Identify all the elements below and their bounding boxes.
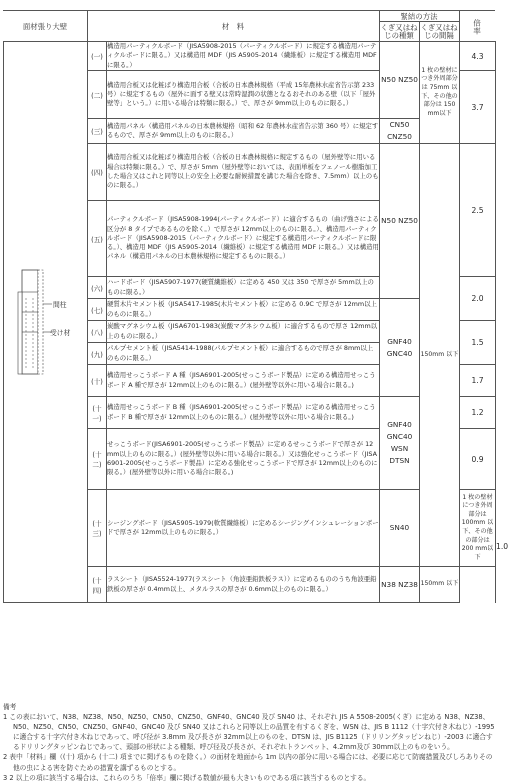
header-fastening: 緊結の方法 xyxy=(400,11,438,21)
row-number: (十三) xyxy=(88,490,107,567)
note-item: 3 2 以上の項に該当する場合は、これらのうち「倍率」欄に掲げる数値が最も大きいものである項に該当するものとする。 xyxy=(3,773,371,782)
row-material: 構造用パネル（構造用パネルの日本農林規格（昭和 62 年農林水産省告示第 360 号）に規定するもので、厚さが 9mm以上のものに限る。） xyxy=(107,119,380,144)
row-material: ハードボード（JISA5907-1977(硬質繊維板）に定める 450 又は 350 で厚さが 5mm以上のものに限る。） xyxy=(107,277,380,299)
ratio-value: 1.5 xyxy=(460,321,496,365)
nail-kind-cell: GNF40 GNC40 xyxy=(380,299,420,397)
ratio-value: 2.0 xyxy=(460,277,496,321)
row-material: ラスシート（JISA5524-1977(ラスシート（角波亜鉛鉄板ラス））に定めるもののうち角波亜鉛鉄板の厚さが 0.4mm以上、メタルラスの厚さが 0.6mm以上のものに限る。） xyxy=(107,567,380,603)
nail-kind-cell: CN50 CNZ50 xyxy=(380,119,420,144)
row-number: (三) xyxy=(88,119,107,144)
row-material: 構造用せっこうボード A 種（JISA6901-2005(せっこうボード製品）に定める構造用せっこうボード A 種で厚さが 12mm以上のものに限る。）(屋外壁等以外に用いる場合に限る。) xyxy=(107,365,380,397)
header-divider xyxy=(87,11,88,42)
nail-kind-cell xyxy=(380,42,420,119)
header-nail-pitch: くぎ又はねじの間隔 xyxy=(420,22,458,40)
row-number: (二) xyxy=(88,71,107,119)
row-number: (十) xyxy=(88,365,107,397)
label-receiver: 受け材 xyxy=(50,329,71,337)
nail-spacing-cell: 150mm 以下 xyxy=(420,144,460,567)
row-material: 構造用せっこうボード B 種（JISA6901-2005(せっこうボード製品）に定める構造用せっこうボード B 種で厚さが 12mm以上のものに限る。）(屋外壁等以外に用いる場合に限る。) xyxy=(107,397,380,429)
nail-spacing-cell: 1 枚の壁材につき外周部分は 75mm 以下、その他の部分は 150 mm以下 xyxy=(420,42,460,144)
notes-section xyxy=(3,702,497,783)
header-ratio-text: 倍率 xyxy=(472,18,482,35)
ratio-value: 4.3 xyxy=(460,42,496,71)
header-divider xyxy=(459,11,460,42)
table-header xyxy=(3,10,495,42)
ratio-value: 0.9 xyxy=(460,429,496,490)
header-nail-kind: くぎ又はねじの種類 xyxy=(380,22,418,40)
row-number: (七) xyxy=(88,299,107,321)
nail-kind-cell: N50 NZ50 xyxy=(380,144,420,299)
row-material: 硬質木片セメント板（JISA5417-1985(木片セメント板）に定める 0.9C で厚さが 12mm以上のものに限る。） xyxy=(107,299,380,321)
row-material: 構造用合板又は化粧ばり構造用合板（合板の日本農林規格（平成 15年農林水産省告示第 233 号）に規定するもの（屋外に面する壁又は常時湿潤の状態となるおそれのある壁（以下「屋外壁等」という。）に用いる場合は特類に限る。）で、厚さが 9mm以上のものに限る。） xyxy=(107,71,380,119)
ratio-value: 2.5 xyxy=(460,144,496,277)
row-number: (一) xyxy=(88,42,107,71)
ratio-value: 1.2 xyxy=(460,397,496,429)
ratio-value: 1.7 xyxy=(460,365,496,397)
header-material: 材 料 xyxy=(221,22,245,31)
note-item: 1 この表において、N38、NZ38、N50、NZ50、CN50、CNZ50、GNF40、GNC40 及び SN40 は、それぞれ JIS A 5508-2005(くぎ）に定める N38、NZ38、N50、NZ50、CN50、CNZ50、GNF40、GNC40 及び SN40 又はこれらと同等以上の品質を有するくぎを、WSN は、JIS B 1112（十字穴付き木ねじ）-1995 に適合する十字穴付き木ねじであって、呼び径が 3.8mm 及び長さが 32mm以上のものを、DTSN は、JIS B1125（ドリリングタッピンねじ）-2003 に適合するドリリングタッピンねじであって、頭部の形状による種類、呼び径及び長さが、それぞれトランペット、4.2mm及び 30mm以上のものをいう。 xyxy=(3,713,495,752)
note-item: 2 表中「材料」欄（(十) 項から (十二) 項までに掲げるものを除く。）の面材を地面から 1m 以内の部分に用いる場合には、必要に応じて防腐措置及びしろありその他の虫による害を防ぐための措置を講ずるものとする。 xyxy=(3,753,493,772)
ratio-value: 3.7 xyxy=(460,71,496,144)
wall-figure xyxy=(18,270,52,374)
row-material: パーティクルボード（JISA5908-1994(パーティクルボード）に適合するもの（曲げ強さによる区分が 8 タイプであるものを除く。）で厚さが 12mm以上のものに限る。）、構造用パーティクルボード（JISA5908-2015（パーティクルボード）に規定する構造用パーティクルボードに限る。）、構造用 MDF（JIS A5905-2014（繊維板）に規定する構造用 MDF に限る。）又は構造用パネル（構造用パネルの日本農林規格に規定するものに限る。） xyxy=(107,201,380,277)
nail-kind-cell: N38 NZ38 xyxy=(380,567,420,603)
nail-kind-text: N50 NZ50 xyxy=(381,75,418,84)
wall-section-figure xyxy=(4,262,88,382)
header-divider xyxy=(419,21,420,42)
row-number: (十一) xyxy=(88,397,107,429)
spec-table: 間柱 受け材 (一) 構造用パーティクルボード（JISA5908-2015（パーティクルボード）に規定する構造用パーティクルボードに限る。）又は構造用 MDF（JIS A5905-2014（繊維板）に規定する構造用 MDF に限る。） N50 NZ50 1 枚の壁材につき外周部分は 75mm 以下、その他の部分は 150 mm以下 4.3 (二) 構造用合板又は化粧ばり構造用合板（合板の日本農林規格（平成 15年農林水産省告示第 233 号）に規定するもの（屋外に面する壁又は常時湿潤の状態となるおそれのある壁（以下「屋外壁等」という。）に用いる場合は特類に限る。）で、厚さが 9mm以上のものに限る。） 3.7 (三) 構造用パネル（構造用パネルの日本農林規格（昭和 62 年農林水産省告示第 360 号）に規定するもので、厚さが 9mm以上のものに限る。） CN50 CNZ50 (四) 構造用合板又は化粧ばり構造用合板（合板の日本農林規格に規定するもの（屋外壁等に用いる場合は特類に限る。）で、厚さが 5mm（屋外壁等においては、表面単板をフェノール樹脂加工した場合又はこれと同等以上の安全上必要な耐候措置を講じた場合を除き、7.5mm）以上のものに限る。） N50 NZ50 150mm 以下 2.5 (五) パーティクルボード（JISA5908-1994(パーティクルボード）に適合するもの（曲げ強さによる区分が 8 タイプであるものを除く。）で厚さが 12mm以上のものに限る。）、構造用パーティクルボード（JISA5908-2015（パーティクルボード）に規定する構造用パーティクルボードに限る。）、構造用 MDF（JIS A5905-2014（繊維板）に規定する構造用 MDF に限る。）又は構造用パネル（構造用パネルの日本農林規格に規定するものに限る。） (六) ハードボード（JISA5907-1977(硬質繊維板）に定める 450 又は 350 で厚さが 5mm以上のものに限る。） 2.0 (七) 硬質木片セメント板（JISA5417-1985(木片セメント板）に定める 0.9C で厚さが 12mm以上のものに限る。） GNF40 GNC40 (八) 炭酸マグネシウム板（JISA6701-1983(炭酸マグネシウム板）に適合するもので厚さ 12mm以上のものに限る。） 1.5 (九) パルプセメント板（JISA5414-1988(パルプセメント板）に適合するもので厚さが 8mm以上のものに限る。） (十) 構造用せっこうボード A 種（JISA6901-2005(せっこうボード製品）に定める構造用せっこうボード A 種で厚さが 12mm以上のものに限る。）(屋外壁等以外に用いる場合に限る。) 1.7 (十一) 構造用せっこうボード B 種（JISA6901-2005(せっこうボード製品）に定める構造用せっこうボード B 種で厚さが 12mm以上のものに限る。）(屋外壁等以外に用いる場合に限る。) GNF40 GNC40 WSN DTSN 1.2 (十二) せっこうボード(JISA6901-2005(せっこうボード製品）に定めるせっこうボードで厚さが 12mm以上のものに限る。）(屋外壁等以外に用いる場合に限る。）又は強化せっこうボード（JISA6901-2005(せっこうボード製品）に定める強化せっこうボードで厚さが 12mm以上のものに限る。）(屋外壁等以外に用いる場合に限る。) 0.9 (十三) シージングボード（JISA5905-1979(軟質繊維板）に定めるシージングインシュレーションボードで厚さが 12mm以上のものに限る。） SN40 1 枚の壁材につき外周部分は 100mm 以下、その他の部分は 200 mm以下 1.0 (十四) ラスシート（JISA5524-1977(ラスシート（角波亜鉛鉄板ラス））に定めるもののうち角波亜鉛鉄板の厚さが 0.4mm以上、メタルラスの厚さが 0.6mm以上のものに限る。） N38 NZ38 150mm 以下 xyxy=(3,41,496,603)
row-number: (十四) xyxy=(88,567,107,603)
row-material: 炭酸マグネシウム板（JISA6701-1983(炭酸マグネシウム板）に適合するもので厚さ 12mm以上のものに限る。） xyxy=(107,321,380,343)
nail-kind-cell: SN40 xyxy=(380,490,420,567)
header-ratio xyxy=(459,11,495,42)
row-material: せっこうボード(JISA6901-2005(せっこうボード製品）に定めるせっこうボードで厚さが 12mm以上のものに限る。）(屋外壁等以外に用いる場合に限る。）又は強化せっこうボード（JISA6901-2005(せっこうボード製品）に定める強化せっこうボードで厚さが 12mm以上のものに限る。）(屋外壁等以外に用いる場合に限る。) xyxy=(107,429,380,490)
row-number: (十二) xyxy=(88,429,107,490)
row-number: (九) xyxy=(88,343,107,365)
figure-cell xyxy=(4,42,88,603)
row-number: (六) xyxy=(88,277,107,299)
row-material: 構造用合板又は化粧ばり構造用合板（合板の日本農林規格に規定するもの（屋外壁等に用いる場合は特類に限る。）で、厚さが 5mm（屋外壁等においては、表面単板をフェノール樹脂加工した場合又はこれと同等以上の安全上必要な耐候措置を講じた場合を除き、7.5mm）以上のものに限る。） xyxy=(107,144,380,201)
row-material: 構造用パーティクルボード（JISA5908-2015（パーティクルボード）に規定する構造用パーティクルボードに限る。）又は構造用 MDF（JIS A5905-2014（繊維板）に規定する構造用 MDF に限る。） xyxy=(107,42,380,71)
nail-spacing-cell: 1 枚の壁材につき外周部分は 100mm 以下、その他の部分は 200 mm以下 xyxy=(460,490,496,567)
nail-spacing-cell: 150mm 以下 xyxy=(420,567,460,603)
row-number: (四) xyxy=(88,144,107,201)
row-material: シージングボード（JISA5905-1979(軟質繊維板）に定めるシージングインシュレーションボードで厚さが 12mm以上のものに限る。） xyxy=(107,490,380,567)
nail-kind-cell: GNF40 GNC40 WSN DTSN xyxy=(380,397,420,490)
row-number: (八) xyxy=(88,321,107,343)
header-wall: 面材張り大壁 xyxy=(22,22,68,31)
header-divider xyxy=(379,11,380,42)
label-stud: 間柱 xyxy=(53,301,67,309)
row-number: (五) xyxy=(88,201,107,277)
notes-title: 備考 xyxy=(3,703,17,711)
row-material: パルプセメント板（JISA5414-1988(パルプセメント板）に適合するもので厚さが 8mm以上のものに限る。） xyxy=(107,343,380,365)
header-divider xyxy=(379,21,459,22)
